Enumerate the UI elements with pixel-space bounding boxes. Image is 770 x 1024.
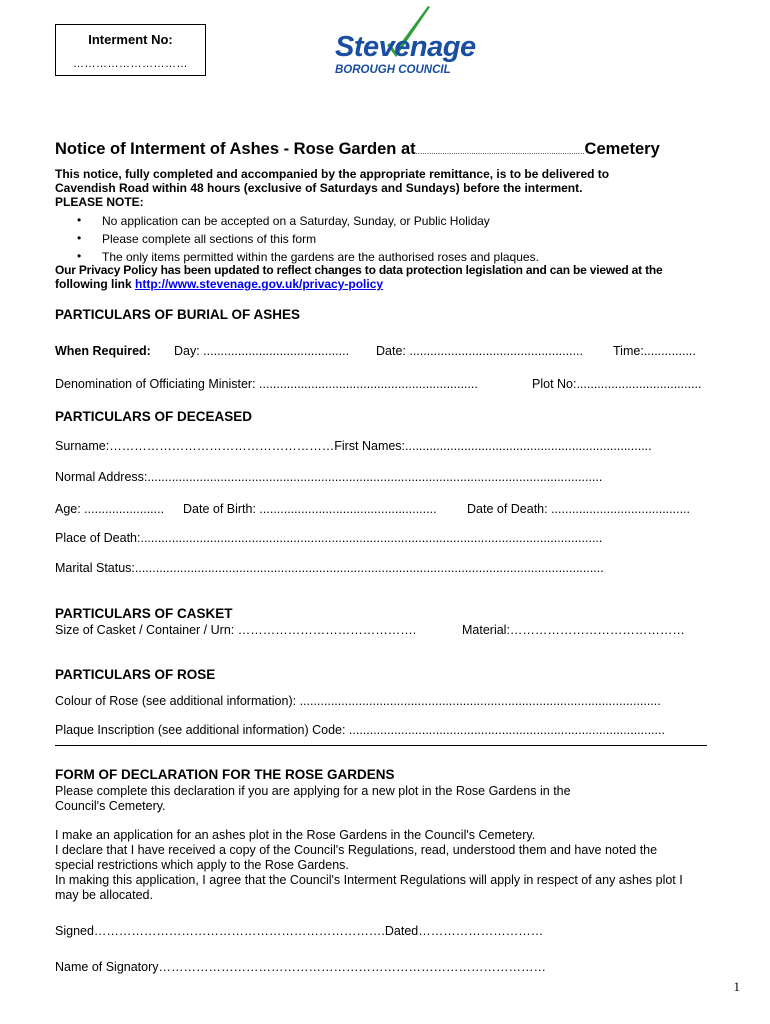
declaration-p1-line2: Council's Cemetery. [55, 799, 166, 813]
logo-wordmark: Stevenage [335, 31, 476, 63]
place-of-death-field[interactable]: Place of Death:..................................................................................................................................... [55, 531, 603, 545]
declaration-p2-line4: In making this application, I agree that the Council's Interment Regulations will apply in respect of any ashes plot I [55, 873, 683, 887]
bullet-item: The only items permitted within the gardens are the authorised roses and plaques. [102, 250, 539, 264]
name-of-signatory-field[interactable]: Name of Signatory………………………………………………………………………………… [55, 960, 547, 974]
declaration-heading: FORM OF DECLARATION FOR THE ROSE GARDENS [55, 767, 395, 782]
date-of-death-field[interactable]: Date of Death: ........................................ [467, 502, 690, 516]
please-note: PLEASE NOTE: [55, 195, 144, 209]
when-required-label: When Required: [55, 344, 151, 358]
title-main: Notice of Interment of Ashes - Rose Garden at [55, 140, 416, 158]
casket-size-field[interactable]: Size of Casket / Container / Urn: ……………………………………. [55, 623, 417, 637]
intro-line-2: Cavendish Road within 48 hours (exclusive of Saturdays and Sundays) before the interment. [55, 181, 583, 195]
minister-field[interactable]: Denomination of Officiating Minister: ............................................................... [55, 377, 478, 391]
surname-firstnames-field[interactable]: Surname:………………………………………………First Names:....................................................................... [55, 439, 652, 453]
privacy-prefix: following link [55, 277, 135, 291]
page-number: 1 [733, 979, 740, 994]
casket-material-field[interactable]: Material:…………………………………… [462, 623, 685, 637]
bullet-icon: • [77, 249, 82, 263]
council-logo [330, 5, 480, 80]
burial-heading: PARTICULARS OF BURIAL OF ASHES [55, 307, 301, 322]
interment-number-box [55, 24, 206, 76]
privacy-line-2 [55, 277, 383, 291]
intro-line-1: This notice, fully completed and accompanied by the appropriate remittance, is to be delivered to [55, 167, 610, 181]
rose-heading: PARTICULARS OF ROSE [55, 667, 216, 682]
rose-colour-field[interactable]: Colour of Rose (see additional information): ........................................................................................................ [55, 694, 661, 708]
casket-heading: PARTICULARS OF CASKET [55, 606, 233, 621]
day-field[interactable]: Day: .......................................... [174, 344, 350, 358]
address-field[interactable]: Normal Address:................................................................................................................................... [55, 470, 603, 484]
logo-subtitle: BOROUGH COUNCIL [335, 64, 451, 76]
when-required-row [55, 344, 151, 358]
privacy-line-1: Our Privacy Policy has been updated to reflect changes to data protection legislation and can be viewed at the [55, 263, 663, 277]
page-title [55, 140, 660, 159]
date-field[interactable]: Date: .................................................. [376, 344, 583, 358]
declaration-p2-line5: may be allocated. [55, 888, 153, 902]
interment-number-field[interactable]: ………………………… [73, 58, 188, 70]
marital-status-field[interactable]: Marital Status:....................................................................................................................................... [55, 561, 604, 575]
bullet-item: Please complete all sections of this form [102, 232, 317, 246]
deceased-heading: PARTICULARS OF DECEASED [55, 409, 253, 424]
signed-dated-field[interactable]: Signed…………………………………………………………….Dated………………………… [55, 924, 544, 938]
interment-label: Interment No: [88, 32, 173, 47]
section-divider [55, 745, 707, 746]
declaration-p2-line3: special restrictions which apply to the Rose Gardens. [55, 858, 349, 872]
plaque-inscription-field[interactable]: Plaque Inscription (see additional information) Code: ........................................................................................... [55, 723, 665, 737]
bullet-item: No application can be accepted on a Saturday, Sunday, or Public Holiday [102, 214, 490, 228]
time-field[interactable]: Time:............... [613, 344, 696, 358]
title-end: Cemetery [584, 140, 660, 158]
bullet-icon: • [77, 213, 82, 227]
declaration-p1-line1: Please complete this declaration if you are applying for a new plot in the Rose Gardens in the [55, 784, 571, 798]
plot-number-field[interactable]: Plot No:.................................... [532, 377, 702, 391]
date-of-birth-field[interactable]: Date of Birth: ................................................... [183, 502, 437, 516]
bullet-icon: • [77, 231, 82, 245]
cemetery-name-field[interactable]: ............................................................................ [415, 147, 585, 156]
declaration-p2-line2: I declare that I have received a copy of the Council's Regulations, read, understood them and have noted the [55, 843, 658, 857]
age-field[interactable]: Age: ....................... [55, 502, 165, 516]
privacy-policy-link[interactable]: http://www.stevenage.gov.uk/privacy-policy [135, 277, 384, 291]
declaration-p2-line1: I make an application for an ashes plot in the Rose Gardens in the Council's Cemetery. [55, 828, 536, 842]
